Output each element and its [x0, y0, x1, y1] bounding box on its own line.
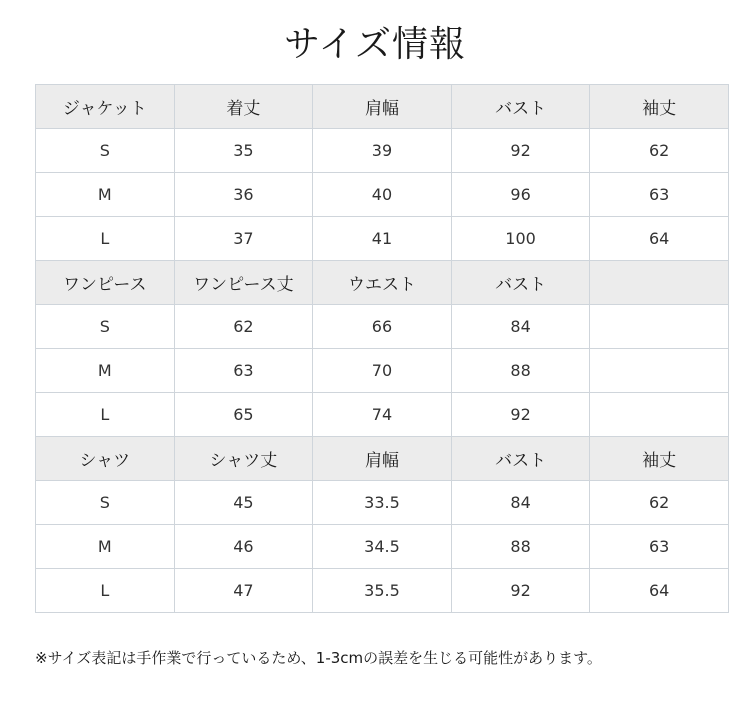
page-title: サイズ情報 — [283, 24, 467, 65]
table-cell: L — [36, 217, 175, 261]
table-row — [36, 393, 729, 437]
table-cell: 84 — [451, 481, 590, 525]
table-cell: 70 — [313, 349, 452, 393]
header-cell: バスト — [451, 261, 590, 305]
table-cell: 47 — [174, 569, 313, 613]
header-cell: ジャケット — [36, 85, 175, 129]
table-cell: 35.5 — [313, 569, 452, 613]
table-cell: 66 — [313, 305, 452, 349]
table-cell: 100 — [451, 217, 590, 261]
size-table — [35, 84, 729, 613]
table-cell: 40 — [313, 173, 452, 217]
header-cell: ワンピース — [36, 261, 175, 305]
table-header-row-jacket — [36, 85, 729, 129]
table-cell: 36 — [174, 173, 313, 217]
table-cell: 64 — [590, 217, 729, 261]
table-cell: 62 — [174, 305, 313, 349]
table-cell — [590, 305, 729, 349]
table-row — [36, 173, 729, 217]
table-cell: 46 — [174, 525, 313, 569]
table-cell: 74 — [313, 393, 452, 437]
header-cell: ウエスト — [313, 261, 452, 305]
table-cell: 39 — [313, 129, 452, 173]
table-row — [36, 481, 729, 525]
table-row — [36, 305, 729, 349]
header-cell: 肩幅 — [313, 85, 452, 129]
table-cell: 92 — [451, 393, 590, 437]
table-cell: 62 — [590, 129, 729, 173]
table-cell: 92 — [451, 569, 590, 613]
table-cell: S — [36, 305, 175, 349]
table-cell: 63 — [174, 349, 313, 393]
table-row — [36, 525, 729, 569]
table-header-row-dress — [36, 261, 729, 305]
header-cell: ワンピース丈 — [174, 261, 313, 305]
table-cell: S — [36, 481, 175, 525]
header-cell: 袖丈 — [590, 85, 729, 129]
table-cell: 35 — [174, 129, 313, 173]
table-cell: 92 — [451, 129, 590, 173]
disclaimer-note: ※サイズ表記は手作業で行っているため、1-3cmの誤差を生じる可能性があります。 — [35, 649, 602, 667]
table-cell — [590, 349, 729, 393]
table-cell: 88 — [451, 349, 590, 393]
header-cell: シャツ丈 — [174, 437, 313, 481]
table-cell: S — [36, 129, 175, 173]
header-cell: バスト — [451, 85, 590, 129]
table-row — [36, 569, 729, 613]
header-cell: シャツ — [36, 437, 175, 481]
table-cell: M — [36, 525, 175, 569]
table-row — [36, 217, 729, 261]
header-cell — [590, 261, 729, 305]
table-header-row-shirt — [36, 437, 729, 481]
table-cell: 62 — [590, 481, 729, 525]
header-cell: バスト — [451, 437, 590, 481]
table-row — [36, 129, 729, 173]
table-row — [36, 349, 729, 393]
table-cell: 37 — [174, 217, 313, 261]
table-cell: 33.5 — [313, 481, 452, 525]
table-cell: M — [36, 173, 175, 217]
table-cell: 65 — [174, 393, 313, 437]
table-cell — [590, 393, 729, 437]
header-cell: 着丈 — [174, 85, 313, 129]
table-cell: 45 — [174, 481, 313, 525]
table-cell: L — [36, 569, 175, 613]
header-cell: 袖丈 — [590, 437, 729, 481]
table-cell: 63 — [590, 173, 729, 217]
header-cell: 肩幅 — [313, 437, 452, 481]
table-cell: 34.5 — [313, 525, 452, 569]
table-cell: 64 — [590, 569, 729, 613]
table-cell: 96 — [451, 173, 590, 217]
table-cell: 88 — [451, 525, 590, 569]
table-cell: L — [36, 393, 175, 437]
table-cell: 84 — [451, 305, 590, 349]
table-cell: 41 — [313, 217, 452, 261]
table-cell: M — [36, 349, 175, 393]
table-cell: 63 — [590, 525, 729, 569]
